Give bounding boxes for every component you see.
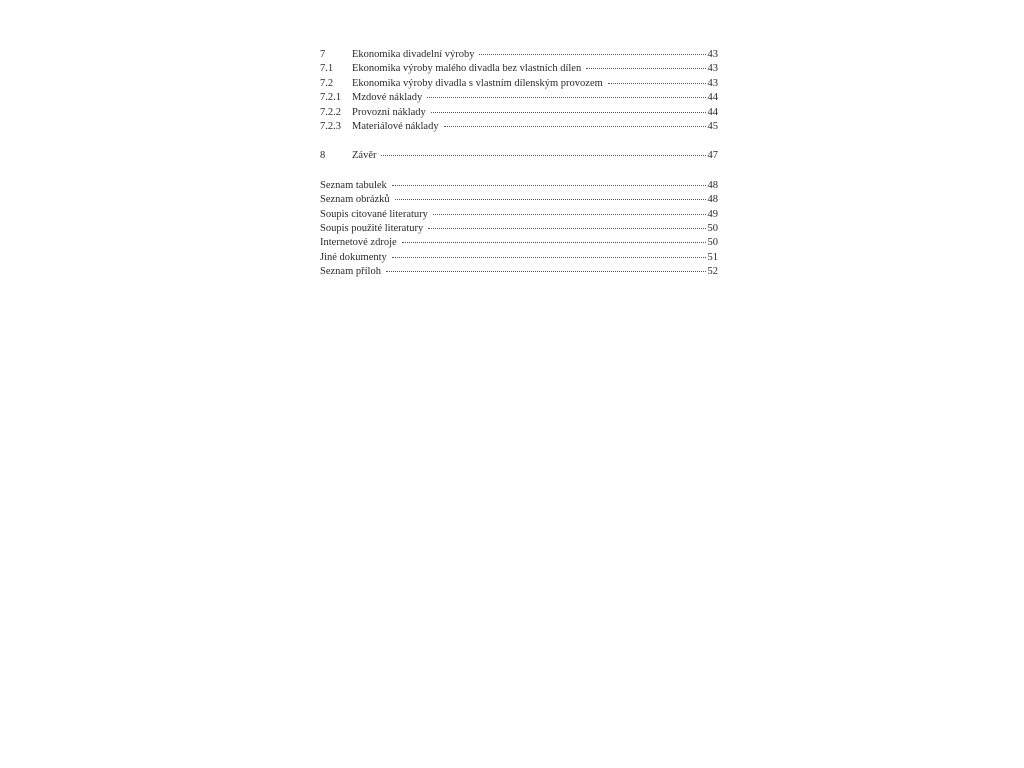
dot-leader: [431, 112, 706, 113]
toc-entry-title: Soupis citované literatury: [320, 208, 428, 220]
toc-entry-number: 7: [320, 49, 326, 60]
dot-leader: [428, 228, 705, 229]
table-of-contents: [320, 48, 718, 279]
toc-entry-number: 7.2.3: [320, 120, 341, 132]
dot-leader: [479, 54, 705, 55]
toc-entry-title: Provozní náklady: [352, 106, 426, 118]
toc-entry-page: 50: [707, 222, 718, 234]
toc-entry-page: 52: [707, 266, 718, 278]
toc-entry-page: 43: [707, 63, 718, 75]
dot-leader: [386, 271, 706, 272]
toc-entry-page: 50: [707, 237, 718, 249]
toc-entry-title: Závěr: [352, 150, 377, 162]
toc-entry-seznam-obrazku: [320, 193, 718, 207]
toc-entry-title: Soupis použité literatury: [320, 222, 424, 234]
toc-group-chapter-7: [320, 48, 718, 134]
toc-entry-jine-dokumenty: [320, 251, 718, 265]
toc-entry-seznam-priloh: [320, 265, 718, 279]
toc-entry-number: 7.2.1: [320, 92, 341, 104]
dot-leader: [392, 257, 706, 258]
toc-group-chapter-8: [320, 149, 718, 163]
toc-entry-internetove-zdroje: [320, 236, 718, 250]
toc-entry-7-2-3: [320, 120, 718, 134]
dot-leader: [381, 155, 705, 156]
toc-entry-7-2-2: [320, 106, 718, 120]
dot-leader: [433, 214, 706, 215]
toc-entry-number: 7.1: [320, 63, 334, 75]
toc-entry-soupis-pouzite-literatury: [320, 222, 718, 236]
dot-leader: [427, 97, 705, 98]
dot-leader: [586, 68, 705, 69]
toc-entry-page: 44: [707, 106, 718, 118]
toc-entry-title: Internetové zdroje: [320, 237, 397, 249]
toc-entry-title: Ekonomika výroby divadla s vlastním dílenským provozem: [352, 77, 603, 89]
toc-entry-page: 45: [707, 120, 718, 132]
toc-entry-7-1: [320, 62, 718, 76]
toc-entry-title: Seznam obrázků: [320, 194, 390, 206]
toc-entry-page: 48: [707, 179, 718, 191]
dot-leader: [395, 199, 706, 200]
toc-entry-7: [320, 48, 718, 62]
toc-entry-title: Mzdové náklady: [352, 92, 423, 104]
toc-entry-page: 47: [707, 150, 718, 162]
toc-entry-number: 7.2.2: [320, 106, 341, 118]
toc-entry-8: [320, 149, 718, 163]
dot-leader: [444, 126, 706, 127]
toc-entry-page: 48: [707, 194, 718, 206]
toc-entry-page: 43: [707, 77, 718, 89]
toc-entry-title: Seznam tabulek: [320, 179, 387, 191]
toc-entry-title: Ekonomika divadelní výroby: [352, 49, 475, 60]
toc-entry-7-2: [320, 77, 718, 91]
toc-entry-number: 8: [320, 150, 326, 162]
toc-entry-7-2-1: [320, 91, 718, 105]
dot-leader: [392, 185, 706, 186]
toc-group-lists: [320, 179, 718, 280]
toc-entry-title: Seznam příloh: [320, 266, 381, 278]
toc-entry-page: 44: [707, 92, 718, 104]
toc-entry-page: 43: [707, 49, 718, 60]
toc-entry-title: Ekonomika výroby malého divadla bez vlastních dílen: [352, 63, 582, 75]
toc-entry-title: Materiálové náklady: [352, 120, 439, 132]
toc-entry-soupis-citovane-literatury: [320, 208, 718, 222]
toc-entry-page: 49: [707, 208, 718, 220]
dot-leader: [608, 83, 706, 84]
toc-entry-title: Jiné dokumenty: [320, 251, 387, 263]
dot-leader: [402, 242, 706, 243]
toc-entry-page: 51: [707, 251, 718, 263]
toc-entry-number: 7.2: [320, 77, 334, 89]
toc-entry-seznam-tabulek: [320, 179, 718, 193]
